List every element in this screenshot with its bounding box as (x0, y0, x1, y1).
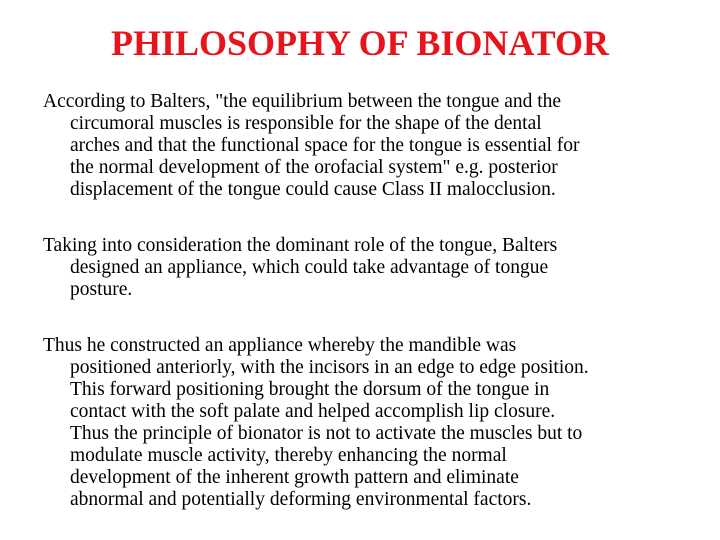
text-line: positioned anteriorly, with the incisors in an edge to edge position. (70, 357, 589, 378)
paragraph-tongue-role (43, 235, 713, 301)
text-line: modulate muscle activity, thereby enhancing the normal (70, 445, 507, 466)
slide-title: PHILOSOPHY OF BIONATOR (110, 23, 610, 63)
text-line: abnormal and potentially deforming environmental factors. (70, 489, 532, 510)
text-line: Taking into consideration the dominant role of the tongue, Balters (43, 235, 558, 256)
text-line: This forward positioning brought the dorsum of the tongue in (70, 379, 550, 400)
text-line: contact with the soft palate and helped accomplish lip closure. (70, 401, 556, 422)
text-line: According to Balters, "the equilibrium between the tongue and the (43, 91, 562, 112)
text-line: the normal development of the orofacial system" e.g. posterior (70, 157, 558, 178)
text-line: development of the inherent growth pattern and eliminate (70, 467, 519, 488)
text-line: posture. (70, 279, 133, 300)
text-line: circumoral muscles is responsible for the shape of the dental (70, 113, 542, 134)
text-line: arches and that the functional space for the tongue is essential for (70, 135, 580, 156)
paragraph-balters-quote (43, 91, 713, 201)
text-line: Thus the principle of bionator is not to activate the muscles but to (70, 423, 583, 444)
paragraph-appliance-principle (43, 335, 713, 511)
text-line: Thus he constructed an appliance whereby the mandible was (43, 335, 517, 356)
text-line: displacement of the tongue could cause Class II malocclusion. (70, 179, 556, 200)
text-line: designed an appliance, which could take advantage of tongue (70, 257, 549, 278)
